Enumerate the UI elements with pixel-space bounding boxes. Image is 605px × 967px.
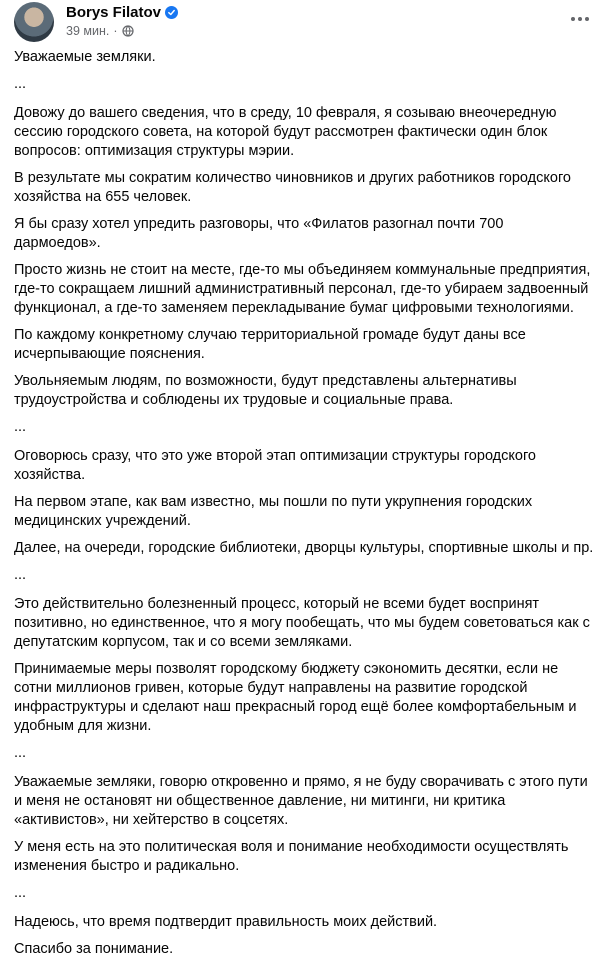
author-row xyxy=(66,4,178,21)
author-name[interactable]: Borys Filatov xyxy=(66,4,162,21)
post-paragraph: Надеюсь, что время подтвердит правильность моих действий. xyxy=(14,914,438,930)
more-options-icon[interactable] xyxy=(566,8,594,30)
post-paragraph: Довожу до вашего сведения, что в среду, 10 февраля, я созываю внеочередную сессию городского совета, на которой будут рассмотрен фактически один блок вопросов: оптимизация структуры мэрии. xyxy=(14,105,557,159)
post-paragraph: Оговорюсь сразу, что это уже второй этап оптимизации структуры городского хозяйства. xyxy=(14,448,536,483)
post-paragraph: Я бы сразу хотел упредить разговоры, что «Филатов разогнал почти 700 дармоедов». xyxy=(14,216,504,251)
post-paragraph: В результате мы сократим количество чиновников и других работников городского хозяйства на 655 человек. xyxy=(14,170,571,205)
post-ellipsis: ... xyxy=(14,76,27,92)
post-paragraph: Увольняемым людям, по возможности, будут представлены альтернативы трудоустройства и соблюдены их трудовые и социальные права. xyxy=(14,373,517,408)
author-avatar[interactable] xyxy=(14,2,54,42)
post-body xyxy=(14,48,594,967)
post-paragraph: У меня есть на это политическая воля и понимание необходимости осуществлять изменения быстро и радикально. xyxy=(14,839,569,874)
post-timestamp[interactable]: 39 мин. xyxy=(66,24,110,38)
post-paragraph: По каждому конкретному случаю территориальной громаде будут даны все исчерпывающие пояснения. xyxy=(14,327,526,362)
post-meta xyxy=(66,24,134,38)
post-paragraph: Уважаемые земляки, говорю откровенно и прямо, я не буду сворачивать с этого пути и меня не остановят ни общественное давление, ни митинги, ни критика «активистов», ни хейтерство в соцсетях. xyxy=(14,774,588,828)
globe-icon[interactable] xyxy=(122,25,134,37)
post-ellipsis: ... xyxy=(14,419,27,435)
post-paragraph: Далее, на очереди, городские библиотеки, дворцы культуры, спортивные школы и пр. xyxy=(14,540,594,556)
post-paragraph: Спасибо за понимание. xyxy=(14,941,174,957)
meta-separator: · xyxy=(113,24,118,38)
post-ellipsis: ... xyxy=(14,745,27,761)
post-header xyxy=(14,0,594,44)
post-paragraph: Это действительно болезненный процесс, который не всеми будет воспринят позитивно, но единственное, что я могу пообещать, что мы будем советоваться как с депутатским корпусом, так и со всеми земляками. xyxy=(14,596,590,650)
post-paragraph: Принимаемые меры позволят городскому бюджету сэкономить десятки, если не сотни миллионов гривен, которые будут направлены на развитие городской инфраструктуры и сделают наш прекрасный город ещё более комфортабельным и удобным для жизни. xyxy=(14,661,577,734)
post-ellipsis: ... xyxy=(14,567,27,583)
post-paragraph: Уважаемые земляки. xyxy=(14,49,156,65)
post-ellipsis: ... xyxy=(14,885,27,901)
post-paragraph: На первом этапе, как вам известно, мы пошли по пути укрупнения городских медицинских учреждений. xyxy=(14,494,533,529)
post-paragraph: Просто жизнь не стоит на месте, где-то мы объединяем коммунальные предприятия, где-то сокращаем лишний административный персонал, где-то убираем задвоенный функционал, а где-то заменяем перекладывание бумаг цифровыми технологиями. xyxy=(14,262,591,316)
verified-badge-icon xyxy=(165,6,178,19)
